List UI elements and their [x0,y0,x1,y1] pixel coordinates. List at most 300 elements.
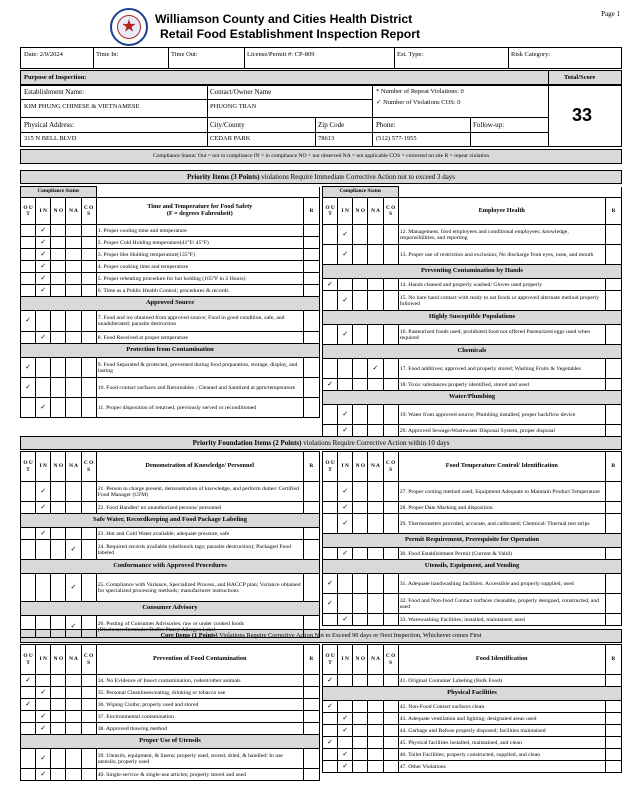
check-mark-icon: ✓ [342,295,349,304]
compliance-status-header: Compliance Status [21,187,97,198]
status-cos-cell [383,482,398,502]
status-no-cell [353,749,368,761]
repeat-cell [605,359,621,379]
status-na-cell [368,291,383,311]
status-out-cell [323,225,338,245]
item-description: 35. Personal Cleanliness/eating, drinking or tobacco use [96,687,303,699]
status-no-cell [353,614,368,626]
status-no-cell [353,574,368,594]
section-heading: Conformance with Approved Procedures [21,560,320,574]
table-row [21,249,320,261]
table-row [21,687,320,699]
status-na-cell [368,425,383,437]
status-out-cell [21,261,36,273]
col-na-header: N A [66,198,81,225]
status-out-cell [21,285,36,297]
section-row [323,560,622,574]
status-cos-cell [383,379,398,391]
section-heading: Preventing Contamination by Hands [323,265,622,279]
status-no-cell [353,737,368,749]
col-na-header: N A [368,645,383,675]
status-na-cell [368,502,383,514]
status-cos-cell [383,291,398,311]
status-in-cell [36,540,51,560]
check-mark-icon: ✓ [25,362,31,371]
status-in-cell [338,425,353,437]
status-in-cell [338,291,353,311]
repeat-cell [303,540,319,560]
col-cos-header: C O S [81,645,96,675]
check-mark-icon: ✓ [327,737,333,746]
table-row [21,261,320,273]
status-cos-cell [383,425,398,437]
status-out-cell [21,502,36,514]
status-out-cell [21,358,36,378]
repeat-cell [605,675,621,687]
status-in-cell [338,359,353,379]
status-out-cell [21,378,36,398]
table-row [323,675,622,687]
item-description: 33. Warewashing Facilities; installed, maintained, used [398,614,605,626]
repeat-cell [605,279,621,291]
status-no-cell [51,358,66,378]
status-cos-cell [81,482,96,502]
status-cos-cell [81,249,96,261]
status-no-cell [51,675,66,687]
status-out-cell [323,761,338,773]
col-repeat-header: R [303,452,319,482]
status-na-cell [368,548,383,560]
repeat-cell [605,737,621,749]
table-row [21,237,320,249]
status-na-cell [66,616,81,638]
status-cos-cell [81,378,96,398]
item-description: 2. Proper Cold Holding temperature(41°F/ 45°F) [96,237,303,249]
status-no-cell [51,378,66,398]
status-na-cell [66,378,81,398]
status-no-cell [353,379,368,391]
col-out-header: O U T [21,198,36,225]
status-out-cell [21,482,36,502]
repeat-cell [605,548,621,560]
status-na-cell [66,332,81,344]
repeat-cell [303,769,319,781]
table-row [323,425,622,437]
col-cos-header: C O S [81,452,96,482]
repeat-cell [303,711,319,723]
status-cos-cell [383,701,398,713]
table-row [21,285,320,297]
status-no-cell [51,261,66,273]
status-na-cell [66,540,81,560]
status-na-cell [368,359,383,379]
county-seal-logo [110,8,148,46]
item-description: 36. Wiping Cloths; properly used and stored [96,699,303,711]
status-out-cell [323,425,338,437]
status-cos-cell [81,769,96,781]
city-label: City/County [210,121,245,129]
status-na-cell [66,285,81,297]
table-row [323,614,622,626]
section-heading: Approved Source [21,297,320,311]
status-no-cell [353,359,368,379]
check-mark-icon: ✓ [40,528,47,537]
section-row [323,265,622,279]
status-in-cell [36,237,51,249]
check-mark-icon: ✓ [70,544,77,553]
status-out-cell [21,332,36,344]
status-na-cell [66,482,81,502]
status-no-cell [353,502,368,514]
repeat-cell [303,237,319,249]
status-in-cell [338,548,353,560]
status-na-cell [368,482,383,502]
item-description: 26. Posting of Consumer Advisories; raw or under cooked foods (Disclosure/Reminder/Buffet Plate)/ Allergen Label [96,616,303,638]
section-heading: Proper Use of Utensils [21,735,320,749]
status-na-cell [66,769,81,781]
table-row [323,514,622,534]
section-row [323,687,622,701]
license-field: License/Permit #: CP-809 [247,51,315,58]
time-out-field: Time Out: [171,51,198,58]
item-description: 27. Proper cooling method used; Equipment Adequate to Maintain Product Temperature [398,482,605,502]
item-description: 34. No Evidence of Insect contamination, rodent/other animals [96,675,303,687]
status-cos-cell [81,311,96,332]
status-na-cell [66,699,81,711]
status-cos-cell [383,359,398,379]
item-description: 19. Water from approved source; Plumbing installed; proper backflow device [398,405,605,425]
phone-label: Phone: [376,121,396,129]
status-out-cell [323,405,338,425]
repeat-cell [605,594,621,614]
repeat-cell [605,405,621,425]
check-mark-icon: ✓ [40,402,47,411]
status-in-cell [36,249,51,261]
check-mark-icon: ✓ [25,382,31,391]
status-in-cell [36,723,51,735]
status-na-cell [66,225,81,237]
table-row [21,311,320,332]
table-row [21,378,320,398]
category-header: Demonstration of Knowledge/ Personnel [96,452,303,482]
status-out-cell [21,540,36,560]
table-row [21,540,320,560]
table-row [323,749,622,761]
item-description: 7. Food and ice obtained from approved source; Food in good condition, safe, and unadulterated; parasite destruction [96,311,303,332]
status-in-cell [36,711,51,723]
status-na-cell [66,711,81,723]
report-title: Retail Food Establishment Inspection Report [160,27,421,41]
col-out-header: O U T [21,645,36,675]
status-out-cell [323,502,338,514]
priority-items-note: violations Require Immediate Corrective Action not to exceed 3 days [259,173,456,181]
item-description: 15. No bare hand contact with ready to eat foods or approved alternate method properly followed [398,291,605,311]
status-out-cell [323,245,338,265]
status-no-cell [51,249,66,261]
zip-value: 78613 [318,135,335,142]
status-out-cell [21,528,36,540]
col-in-header: I N [338,645,353,675]
phone-value: (512) 577-1955 [376,135,417,142]
check-mark-icon: ✓ [342,502,349,511]
check-mark-icon: ✓ [342,548,349,557]
owner-value: PHUONG TRAN [210,103,257,110]
item-description: 47. Other Violations [398,761,605,773]
item-description: 41. Original Container Labeling (Bulk Food) [398,675,605,687]
status-in-cell [338,514,353,534]
table-row [323,325,622,345]
status-no-cell [51,285,66,297]
col-out-header: O U T [21,452,36,482]
table-row [21,358,320,378]
status-in-cell [338,761,353,773]
repeat-cell [303,358,319,378]
check-mark-icon: ✓ [327,578,333,587]
repeat-cell [303,378,319,398]
section-row [21,514,320,528]
check-mark-icon: ✓ [40,769,47,778]
col-na-header: N A [368,198,383,225]
repeat-cell [303,723,319,735]
check-mark-icon: ✓ [327,279,333,288]
inspection-meta-row [20,47,622,69]
status-na-cell [66,237,81,249]
status-in-cell [36,273,51,285]
table-row [21,502,320,514]
status-na-cell [66,723,81,735]
status-in-cell [36,311,51,332]
zip-label: Zip Code [318,121,345,129]
compliance-status-header: Compliance Status [323,187,399,198]
status-cos-cell [81,616,96,638]
status-cos-cell [383,675,398,687]
check-mark-icon: ✓ [25,699,31,708]
table-row [323,594,622,614]
status-cos-cell [81,273,96,285]
status-na-cell [368,379,383,391]
foundation-left-table [20,451,320,638]
item-description: 32. Food and Non-food Contact surfaces cleanable, properly designed, constructed, and used [398,594,605,614]
status-no-cell [51,332,66,344]
repeat-cell [605,225,621,245]
repeat-cell [303,482,319,502]
status-cos-cell [81,687,96,699]
status-no-cell [353,482,368,502]
status-in-cell [36,675,51,687]
check-mark-icon: ✓ [342,725,349,734]
status-no-cell [51,769,66,781]
status-out-cell [323,614,338,626]
status-in-cell [338,574,353,594]
repeat-cell [303,675,319,687]
item-description: 44. Garbage and Refuse properly disposed; facilities maintained [398,725,605,737]
col-out-header: O U T [323,198,338,225]
check-mark-icon: ✓ [327,701,333,710]
status-cos-cell [81,225,96,237]
status-in-cell [36,398,51,418]
check-mark-icon: ✓ [70,582,77,591]
status-cos-cell [383,548,398,560]
priority-left-table [20,186,320,418]
status-out-cell [21,711,36,723]
status-in-cell [338,482,353,502]
check-mark-icon: ✓ [342,249,349,258]
col-out-header: O U T [323,645,338,675]
section-row [21,297,320,311]
status-out-cell [21,249,36,261]
establishment-block [20,85,622,147]
item-description: 39. Utensils, equipment, & linens; properly used, stored, dried, & handled/ In use utensils; properly used [96,749,303,769]
section-row [323,311,622,325]
status-out-cell [323,749,338,761]
status-out-cell [323,379,338,391]
status-out-cell [323,725,338,737]
section-row [323,391,622,405]
item-description: 40. Single-service & single-use articles; properly stored and used [96,769,303,781]
owner-label: Contact/Owner Name [210,88,272,96]
category-header: Time and Temperature for Food Safety (F = degrees Fahrenheit) [96,198,303,225]
check-mark-icon: ✓ [327,675,333,684]
item-description: 31. Adequate handwashing facilities: Accessible and properly supplied, used [398,574,605,594]
status-out-cell [323,325,338,345]
status-na-cell [368,737,383,749]
status-cos-cell [383,749,398,761]
col-repeat-header: R [303,645,319,675]
repeat-cell [605,291,621,311]
status-in-cell [338,502,353,514]
check-mark-icon: ✓ [342,409,349,418]
col-no-header: N O [353,198,368,225]
status-cos-cell [81,699,96,711]
item-description: 24. Required records available (shellstock tags; parasite destruction); Packaged Food labeled [96,540,303,560]
col-in-header: I N [36,645,51,675]
table-row [323,574,622,594]
repeat-cell [303,574,319,602]
table-row [323,761,622,773]
check-mark-icon: ✓ [40,332,47,341]
est-name-label: Establishment Name: [24,88,85,96]
status-na-cell [66,528,81,540]
check-mark-icon: ✓ [70,621,77,630]
item-description: 17. Food additives; approved and properly stored; Washing Fruits & Vegetables [398,359,605,379]
status-cos-cell [81,237,96,249]
status-na-cell [66,749,81,769]
section-heading: Protection from Contamination [21,344,320,358]
status-na-cell [368,405,383,425]
status-out-cell [323,514,338,534]
repeat-cell [303,687,319,699]
district-title: Williamson County and Cities Health District [155,12,413,26]
total-score-value: 33 [572,105,593,125]
status-na-cell [66,311,81,332]
status-in-cell [36,378,51,398]
repeat-cell [303,261,319,273]
status-cos-cell [81,358,96,378]
category-header: Food Identification [398,645,605,675]
col-cos-header: C O S [383,645,398,675]
table-row [323,405,622,425]
status-out-cell [323,737,338,749]
status-out-cell [323,548,338,560]
repeat-cell [303,285,319,297]
item-description: 20. Approved Sewage/Wastewater Disposal System, proper disposal [398,425,605,437]
section-heading: Highly Susceptible Populations [323,311,622,325]
status-cos-cell [383,594,398,614]
col-cos-header: C O S [383,198,398,225]
status-no-cell [353,279,368,291]
item-description: 3. Proper Hot Holding temperature(135°F) [96,249,303,261]
check-mark-icon: ✓ [40,711,47,720]
table-row [21,699,320,711]
item-description: 28. Proper Date Marking and disposition [398,502,605,514]
repeat-cell [605,574,621,594]
status-na-cell [368,725,383,737]
status-na-cell [368,701,383,713]
status-in-cell [36,225,51,237]
status-out-cell [323,594,338,614]
status-in-cell [36,574,51,602]
status-out-cell [323,675,338,687]
status-out-cell [323,279,338,291]
repeat-cell [303,273,319,285]
status-no-cell [353,725,368,737]
item-description: 21. Person in charge present, demonstration of knowledge, and perform duties/ Certified Food Manager (CFM) [96,482,303,502]
status-cos-cell [81,574,96,602]
status-in-cell [36,358,51,378]
table-row [323,548,622,560]
status-no-cell [353,594,368,614]
status-cos-cell [81,749,96,769]
header-spacer [398,187,621,198]
status-na-cell [368,675,383,687]
status-out-cell [21,699,36,711]
item-description: 13. Proper use of restriction and exclusion; No discharge from eyes, nose, and mouth [398,245,605,265]
check-mark-icon: ✓ [40,249,47,258]
status-cos-cell [81,540,96,560]
status-na-cell [368,225,383,245]
status-in-cell [338,225,353,245]
col-in-header: I N [36,452,51,482]
item-description: 5. Proper reheating procedure for hot holding (165°F in 2 Hours) [96,273,303,285]
status-in-cell [36,332,51,344]
check-mark-icon: ✓ [40,261,47,270]
section-row [21,602,320,616]
item-description: 25. Compliance with Variance, Specialized Process, and HACCP plan; Variance obtained for specialized processing methods; manufacturer instructions [96,574,303,602]
status-in-cell [36,687,51,699]
repeat-cell [605,425,621,437]
item-description: 30. Food Establishment Permit (Current & Valid) [398,548,605,560]
repeat-cell [605,713,621,725]
status-na-cell [66,502,81,514]
col-no-header: N O [51,452,66,482]
section-heading: Consumer Advisory [21,602,320,616]
repeat-cell [605,325,621,345]
check-mark-icon: ✓ [25,675,31,684]
col-out-header: O U T [323,452,338,482]
check-mark-icon: ✓ [342,329,349,338]
section-row [21,560,320,574]
status-cos-cell [383,614,398,626]
check-mark-icon: ✓ [342,518,349,527]
table-row [21,769,320,781]
table-row [21,616,320,638]
status-na-cell [66,249,81,261]
check-mark-icon: ✓ [372,363,379,372]
est-type-field: Est. Type: [397,51,424,58]
status-na-cell [368,574,383,594]
core-left-table [20,644,320,781]
status-na-cell [368,279,383,291]
